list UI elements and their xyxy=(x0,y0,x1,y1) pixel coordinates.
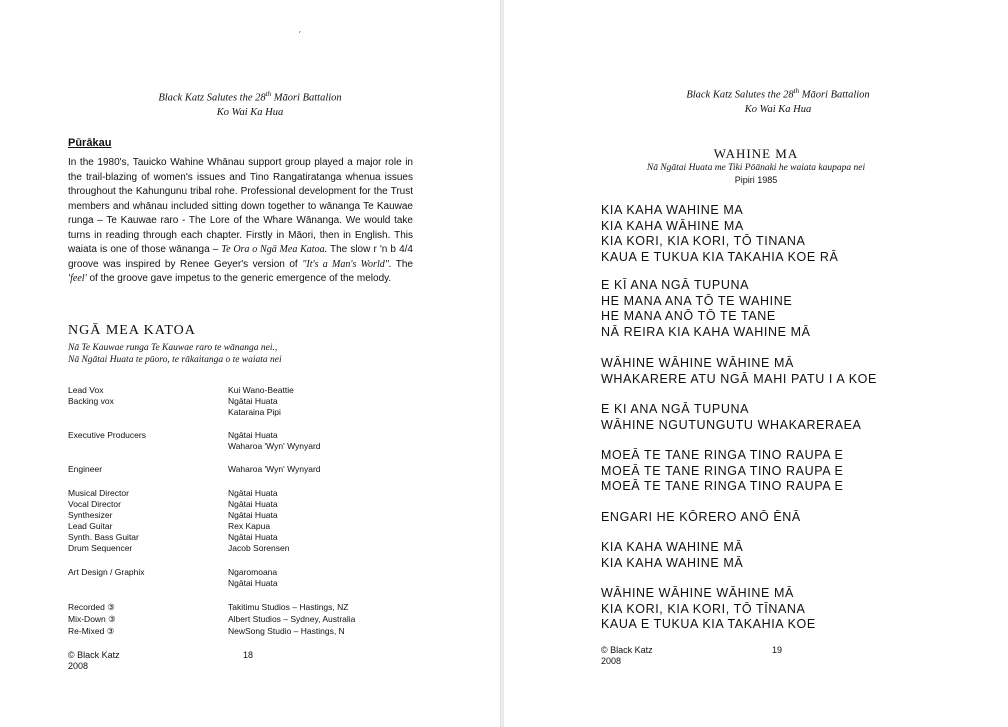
stray-mark: ′ xyxy=(299,30,301,39)
lyric-line: ENGARI HE KŌRERO ANŌ ĒNĀ xyxy=(601,510,801,524)
section-heading: Pūrākau xyxy=(68,137,112,149)
credit-value: Rex Kapua xyxy=(228,521,271,531)
credit-label: Drum Sequencer xyxy=(68,543,133,553)
credit-value: Jacob Sorensen xyxy=(228,543,290,553)
lyrics-stanza xyxy=(601,448,844,495)
credit-value: Waharoa 'Wyn' Wynyard xyxy=(228,464,321,474)
lyric-line: KIA KORI, KIA KORI, TŌ TINANA xyxy=(601,234,806,248)
song-title: NGĀ MEA KATOA xyxy=(68,323,196,338)
page-number: 18 xyxy=(243,650,254,660)
lyric-line: KIA KAHA WAHINE MĀ xyxy=(601,555,744,570)
lyrics-stanza xyxy=(601,356,877,387)
right-page xyxy=(504,0,1008,727)
lyric-line: KIA KAHA WAHINE MA xyxy=(601,203,744,217)
lyric-line: HE MANA ANA TŌ TE WAHINE xyxy=(601,293,793,308)
header-line-2: Ko Wai Ka Hua xyxy=(744,103,812,115)
credit-value: Ngātai Huata xyxy=(228,532,278,542)
credit-value: Ngātai Huata xyxy=(228,396,278,406)
credit-label: Art Design / Graphix xyxy=(68,567,145,577)
left-page-footer: © Black Katz 2008 xyxy=(68,650,120,671)
credit-value: Kataraina Pipi xyxy=(228,407,281,417)
credit-value: Ngātai Huata xyxy=(228,499,278,509)
credit-label: Synthesizer xyxy=(68,510,113,520)
lyric-line: WĀHINE WĀHINE WĀHINE MĀ xyxy=(601,356,794,370)
header-line-1: Black Katz Salutes the 28th Māori Battalion xyxy=(686,87,870,101)
lyric-line: WĀHINE NGUTUNGUTU WHAKARERAEA xyxy=(601,417,862,432)
credit-value: Ngātai Huata xyxy=(228,578,278,588)
lyrics-stanza xyxy=(601,540,743,571)
song-title: WAHINE MA xyxy=(713,146,799,161)
lyric-line: KIA KORI, KIA KORI, TŌ TĪNANA xyxy=(601,601,806,616)
credit-label: Lead Vox xyxy=(68,385,104,395)
credit-label: Backing vox xyxy=(68,396,114,406)
lyric-line: KIA KAHA WAHINE MĀ xyxy=(601,540,744,554)
lyrics-stanza xyxy=(601,278,811,340)
credit-label: Musical Director xyxy=(68,488,129,498)
right-page-header xyxy=(628,84,928,117)
credit-label: Engineer xyxy=(68,464,103,474)
lyric-line: MOEĀ TE TANE RINGA TINO RAUPA E xyxy=(601,448,844,462)
credit-value: Kui Wano-Beattie xyxy=(228,385,294,395)
credit-value: Ngaromoana xyxy=(228,567,278,577)
lyric-line: HE MANA ANŌ TŌ TE TANE xyxy=(601,309,776,323)
header-line-1: Black Katz Salutes the 28th Māori Battalion xyxy=(158,90,342,104)
lyric-line: E KĪ ANA NGĀ TUPUNA xyxy=(601,278,750,292)
credit-value: NewSong Studio – Hastings, N xyxy=(228,626,345,636)
credit-label: Vocal Director xyxy=(68,499,121,509)
credit-label: Recorded ③ xyxy=(68,602,115,612)
right-page-footer: © Black Katz 2008 xyxy=(601,645,653,666)
song-subtitle: Nā Ngātai Huata me Tiki Pōānaki he waiata kaupapa nei Pipiri 1985 xyxy=(504,162,1008,186)
lyric-line: MOEĀ TE TANE RINGA TINO RAUPA E xyxy=(601,463,844,478)
left-page xyxy=(0,0,500,727)
lyrics-stanza xyxy=(601,510,801,526)
credit-value: Takitimu Studios – Hastings, NZ xyxy=(228,602,349,612)
song-subtitle: Nā Te Kauwae runga Te Kauwae raro te wānanga nei., Nā Ngātai Huata te pūoro, te rākaitanga o te waiata nei xyxy=(68,343,282,365)
song-date: Pipiri 1985 xyxy=(734,175,778,185)
page-number: 19 xyxy=(772,645,783,655)
left-page-header xyxy=(100,87,400,120)
lyric-line: KIA KAHA WĀHINE MA xyxy=(601,218,744,233)
story-paragraph: In the 1980's, Tauicko Wahine Whānau support group played a major role in the trail-blazing of women's issues and Tino Rangatiratanga whenua issues throughout the Kahungunu tribal rohe. Professional development for the Trust members and whānau included sitting down together to wānanga Te Kauwae runga – Te Kauwae raro - The Lore of the Whare Wānanga. We would take turns in reading through each chapter. Firstly in Māori, then in English. This waiata is one of those wānanga – Te Ora o Ngā Mea Katoa. The slow r 'n b 4/4 groove was inspired by Renee Geyer's version of "It's a Man's World". The 'feel' of the groove gave impetus to the generic emergence of the melody. xyxy=(68,157,413,284)
header-line-2: Ko Wai Ka Hua xyxy=(216,106,284,118)
credit-value: Waharoa 'Wyn' Wynyard xyxy=(228,441,321,451)
credit-value: Albert Studios – Sydney, Australia xyxy=(228,614,356,624)
credit-label: Lead Guitar xyxy=(68,521,113,531)
lyrics-stanza xyxy=(601,203,838,265)
lyric-line: KAUA E TUKUA KIA TAKAHIA KOE RĀ xyxy=(601,249,839,264)
lyrics-stanza xyxy=(601,402,861,433)
credit-label: Re-Mixed ③ xyxy=(68,626,115,636)
lyric-line: WHAKARERE ATU NGĀ MAHI PATU I A KOE xyxy=(601,371,877,386)
lyric-line: WĀHINE WĀHINE WĀHINE MĀ xyxy=(601,586,794,600)
credit-label: Executive Producers xyxy=(68,430,146,440)
lyric-line: MOEĀ TE TANE RINGA TINO RAUPA E xyxy=(601,479,844,493)
lyric-line: KAUA E TUKUA KIA TAKAHIA KOE xyxy=(601,617,816,631)
credit-label: Synth. Bass Guitar xyxy=(68,532,139,542)
lyric-line: E KI ANA NGĀ TUPUNA xyxy=(601,402,750,416)
lyric-line: NĀ REIRA KIA KAHA WAHINE MĀ xyxy=(601,324,811,339)
credit-value: Ngātai Huata xyxy=(228,430,278,440)
credit-value: Ngātai Huata xyxy=(228,510,278,520)
lyrics-stanza xyxy=(601,586,816,633)
credit-label: Mix-Down ③ xyxy=(68,614,116,624)
credit-value: Ngātai Huata xyxy=(228,488,278,498)
